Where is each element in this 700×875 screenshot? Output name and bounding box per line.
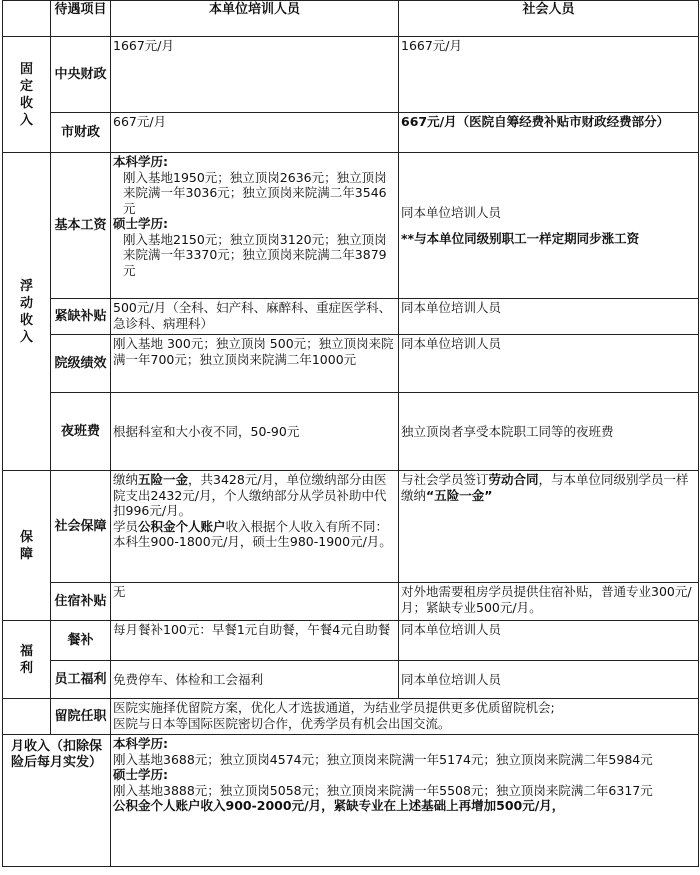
header-item: 待遇项目 xyxy=(51,1,111,37)
base-master-text: 刚入基地2150元；独立顶岗3120元；独立顶岗来院满一年3370元；独立顶岗来院满二年3879元 xyxy=(123,231,387,278)
item-base-salary: 基本工资 xyxy=(51,153,111,299)
staff-social-value: 同本单位培训人员 xyxy=(399,661,699,699)
monthly-bachelor-label: 本科学历: xyxy=(113,736,168,751)
item-retention: 留院任职 xyxy=(51,699,111,735)
retention-blank xyxy=(3,699,51,735)
housing-social-value: 对外地需要租房学员提供住宿补贴，普通专业300元/月；紧缺专业500元/月。 xyxy=(399,583,699,621)
row-performance xyxy=(3,335,699,393)
meal-local-value: 每月餐补100元：早餐1元自助餐，午餐4元自助餐 xyxy=(111,621,399,661)
meal-social-value: 同本单位培训人员 xyxy=(399,621,699,661)
insurance-local-para-2: 学员公积金个人账户收入根据个人收入有所不同：本科生900-1800元/月，硕士生980-1900元/月。 xyxy=(113,518,392,549)
item-performance: 院级绩效 xyxy=(51,335,111,393)
item-staff-welfare: 员工福利 xyxy=(51,661,111,699)
city-social-value: 667元/月（医院自筹经费补贴市财政经费部分） xyxy=(399,113,699,153)
central-social-value: 1667元/月 xyxy=(399,37,699,113)
retention-text-1: 医院实施择优留院方案，优化人才选拔通道，为结业学员提供更多优质留院机会; xyxy=(113,700,555,715)
item-housing: 住宿补贴 xyxy=(51,583,111,621)
retention-value xyxy=(111,699,699,735)
base-bachelor-text: 刚入基地1950元；独立顶岗2636元；独立顶岗来院满一年3036元；独立顶岗来院满二年3546元 xyxy=(123,169,387,216)
category-floating-income: 浮动收入 xyxy=(3,153,51,471)
row-social-security xyxy=(3,471,699,583)
night-social-value: 独立顶岗者享受本院职工同等的夜班费 xyxy=(399,393,699,471)
row-meal xyxy=(3,621,699,661)
shortage-social-value: 同本单位培训人员 xyxy=(399,299,699,335)
row-retention xyxy=(3,699,699,735)
shortage-local-value: 500元/月（全科、妇产科、麻醉科、重症医学科、急诊科、病理科） xyxy=(111,299,399,335)
housing-local-value: 无 xyxy=(111,583,399,621)
performance-social-value: 同本单位培训人员 xyxy=(399,335,699,393)
performance-local-value: 刚入基地 300元；独立顶岗 500元；独立顶岗来院满一年700元；独立顶岗来院满二年1000元 xyxy=(111,335,399,393)
staff-local-value: 免费停车、体检和工会福利 xyxy=(111,661,399,699)
monthly-master-text: 刚入基地3888元；独立顶岗5058元；独立顶岗来院满一年5508元；独立顶岗来院满二年6317元 xyxy=(113,782,653,798)
row-monthly-income xyxy=(3,735,699,867)
night-local-value: 根据科室和大小夜不同，50-90元 xyxy=(111,393,399,471)
header-local-staff: 本单位培训人员 xyxy=(111,1,399,37)
base-social-text-2: **与本单位同级别职工一样定期同步涨工资 xyxy=(401,230,640,246)
category-welfare: 福利 xyxy=(3,621,51,699)
monthly-value xyxy=(111,735,699,867)
city-local-value: 667元/月 xyxy=(111,113,399,153)
central-local-value: 1667元/月 xyxy=(111,37,399,113)
category-security: 保障 xyxy=(3,471,51,621)
item-night-shift: 夜班费 xyxy=(51,393,111,471)
retention-text-2: 医院与日本等国际医院密切合作，优秀学员有机会出国交流。 xyxy=(113,715,451,731)
base-bachelor-label: 本科学历: xyxy=(113,154,168,169)
insurance-local-para-1: 缴纳五险一金，共3428元/月，单位缴纳部分由医院支出2432元/月，个人缴纳部分从学员补助中代扣996元/月。 xyxy=(113,472,387,518)
row-shortage xyxy=(3,299,699,335)
spacer xyxy=(401,221,696,231)
monthly-note: 公积金个人账户收入900-2000元/月，紧缺专业在上述基础上再增加500元/月， xyxy=(113,798,565,813)
header-corner xyxy=(3,1,51,37)
row-housing xyxy=(3,583,699,621)
base-local-value xyxy=(111,153,399,299)
category-fixed-income: 固定收入 xyxy=(3,37,51,153)
row-base-salary xyxy=(3,153,699,299)
insurance-social-value: 与社会学员签订劳动合同，与本单位同级别学员一样缴纳“五险一金” xyxy=(399,471,699,583)
header-social-staff: 社会人员 xyxy=(399,1,699,37)
base-master-label: 硕士学历: xyxy=(113,216,168,231)
base-social-value xyxy=(399,153,699,299)
item-city-finance: 市财政 xyxy=(51,113,111,153)
row-central-finance xyxy=(3,37,699,113)
row-night-shift xyxy=(3,393,699,471)
insurance-local-value xyxy=(111,471,399,583)
monthly-bachelor-text: 刚入基地3688元；独立顶岗4574元；独立顶岗来院满一年5174元；独立顶岗来院满二年5984元 xyxy=(113,751,653,767)
monthly-master-label: 硕士学历: xyxy=(113,767,168,782)
row-staff-welfare xyxy=(3,661,699,699)
item-central-finance: 中央财政 xyxy=(51,37,111,113)
item-social-security: 社会保障 xyxy=(51,471,111,583)
row-city-finance xyxy=(3,113,699,153)
item-shortage: 紧缺补贴 xyxy=(51,299,111,335)
base-social-text-1: 同本单位培训人员 xyxy=(401,205,502,220)
item-monthly-income: 月收入（扣除保险后每月实发） xyxy=(3,735,111,867)
header-row xyxy=(3,1,699,37)
compensation-table xyxy=(2,0,699,867)
item-meal: 餐补 xyxy=(51,621,111,661)
